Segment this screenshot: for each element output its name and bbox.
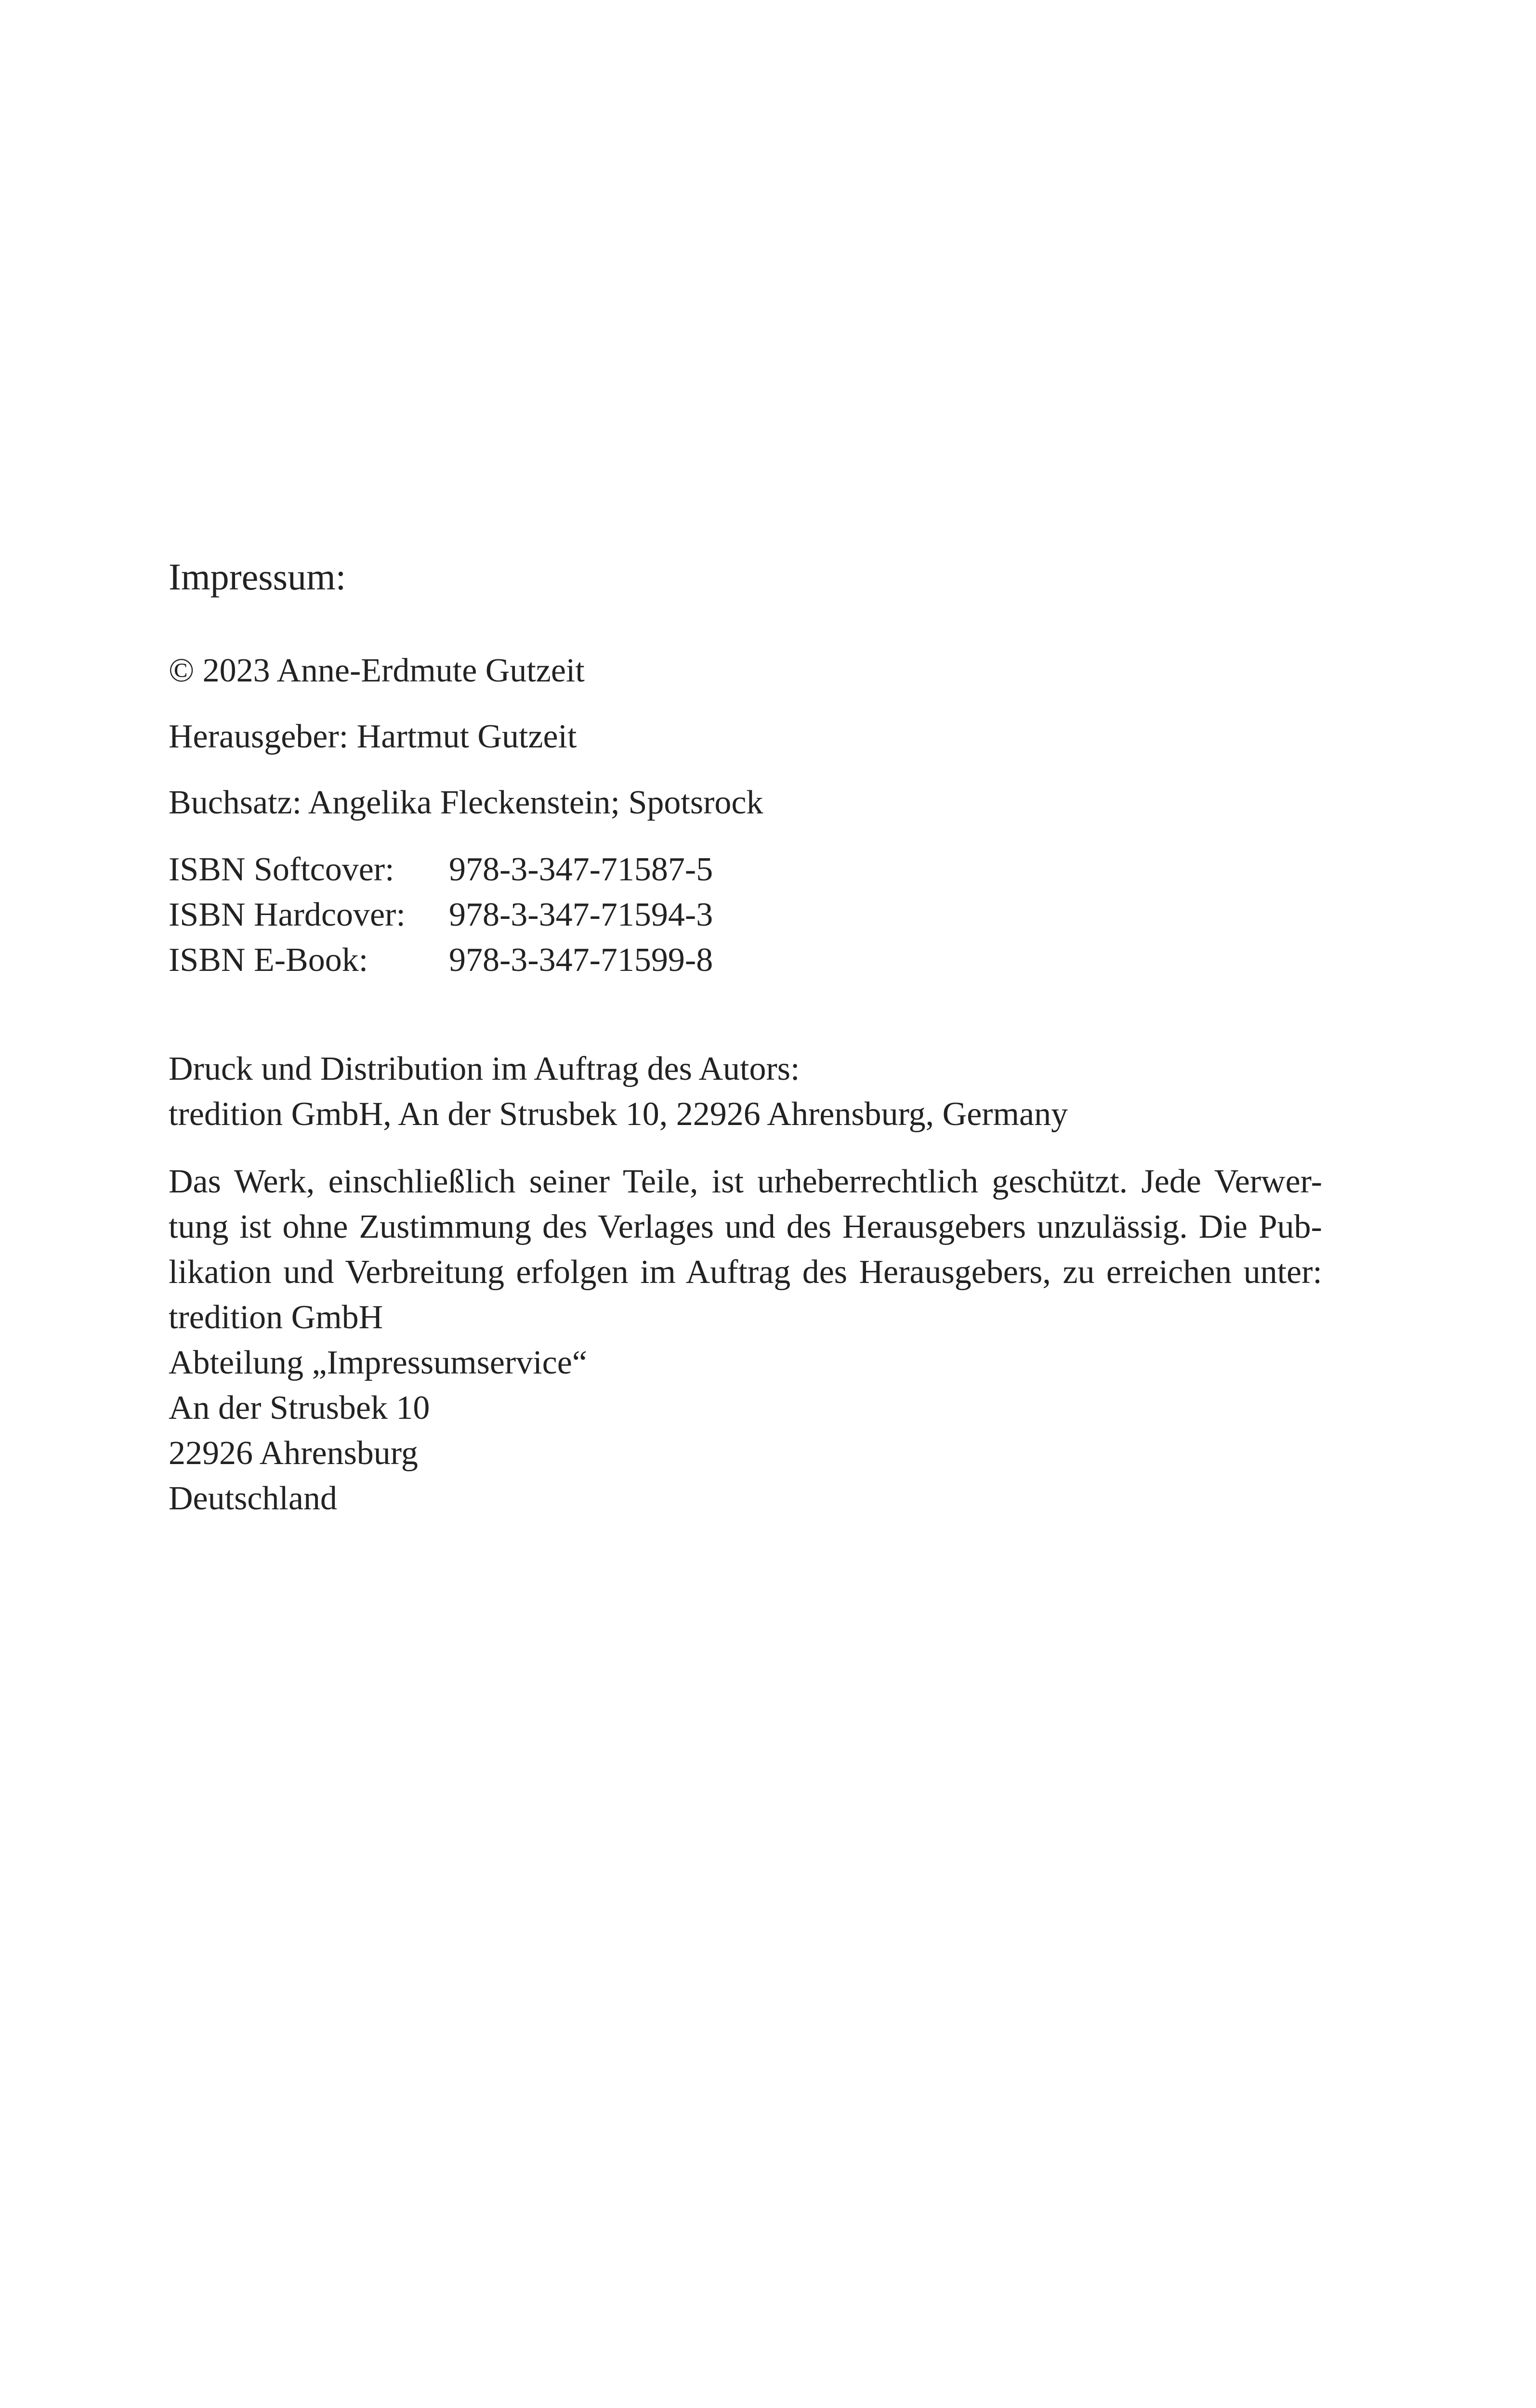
legal-line: tung ist ohne Zustimmung des Verlages und des Herausgebers unzulässig. Die Pub- <box>169 1208 1322 1245</box>
legal-notice <box>169 1159 1322 1521</box>
print-distribution <box>169 1047 1373 1137</box>
isbn-value: 978-3-347-71594-3 <box>449 896 713 933</box>
isbn-label: ISBN Softcover: <box>169 851 394 888</box>
isbn-row-softcover <box>169 847 1373 892</box>
typesetting-line: Buchsatz: Angelika Fleckenstein; Spotsrock <box>169 784 763 821</box>
isbn-value: 978-3-347-71599-8 <box>449 942 713 979</box>
isbn-row-hardcover <box>169 892 1373 938</box>
isbn-label: ISBN E-Book: <box>169 942 368 979</box>
address-line: 22926 Ahrensburg <box>169 1435 418 1472</box>
legal-line: likation und Verbreitung erfolgen im Auftrag des Herausgebers, zu erreichen unter: <box>169 1254 1322 1291</box>
address-line: An der Strusbek 10 <box>169 1389 430 1426</box>
address-line: Abteilung „Impressumservice“ <box>169 1344 587 1381</box>
publisher-line: Herausgeber: Hartmut Gutzeit <box>169 718 577 755</box>
print-distribution-address: tredition GmbH, An der Strusbek 10, 22926 Ahrensburg, Germany <box>169 1096 1068 1133</box>
copyright-line: © 2023 Anne-Erdmute Gutzeit <box>169 652 585 689</box>
print-distribution-line: Druck und Distribution im Auftrag des Autors: <box>169 1050 800 1087</box>
legal-paragraph <box>169 1159 1322 1295</box>
isbn-row-ebook <box>169 938 1373 983</box>
isbn-list <box>169 847 1373 983</box>
isbn-label: ISBN Hardcover: <box>169 896 406 933</box>
address-line: tredition GmbH <box>169 1299 383 1336</box>
impressum-heading: Impressum: <box>169 556 346 598</box>
isbn-value: 978-3-347-71587-5 <box>449 851 713 888</box>
legal-line: Das Werk, einschließlich seiner Teile, ist urheberrechtlich geschützt. Jede Verwer- <box>169 1163 1322 1200</box>
address-line: Deutschland <box>169 1480 337 1517</box>
